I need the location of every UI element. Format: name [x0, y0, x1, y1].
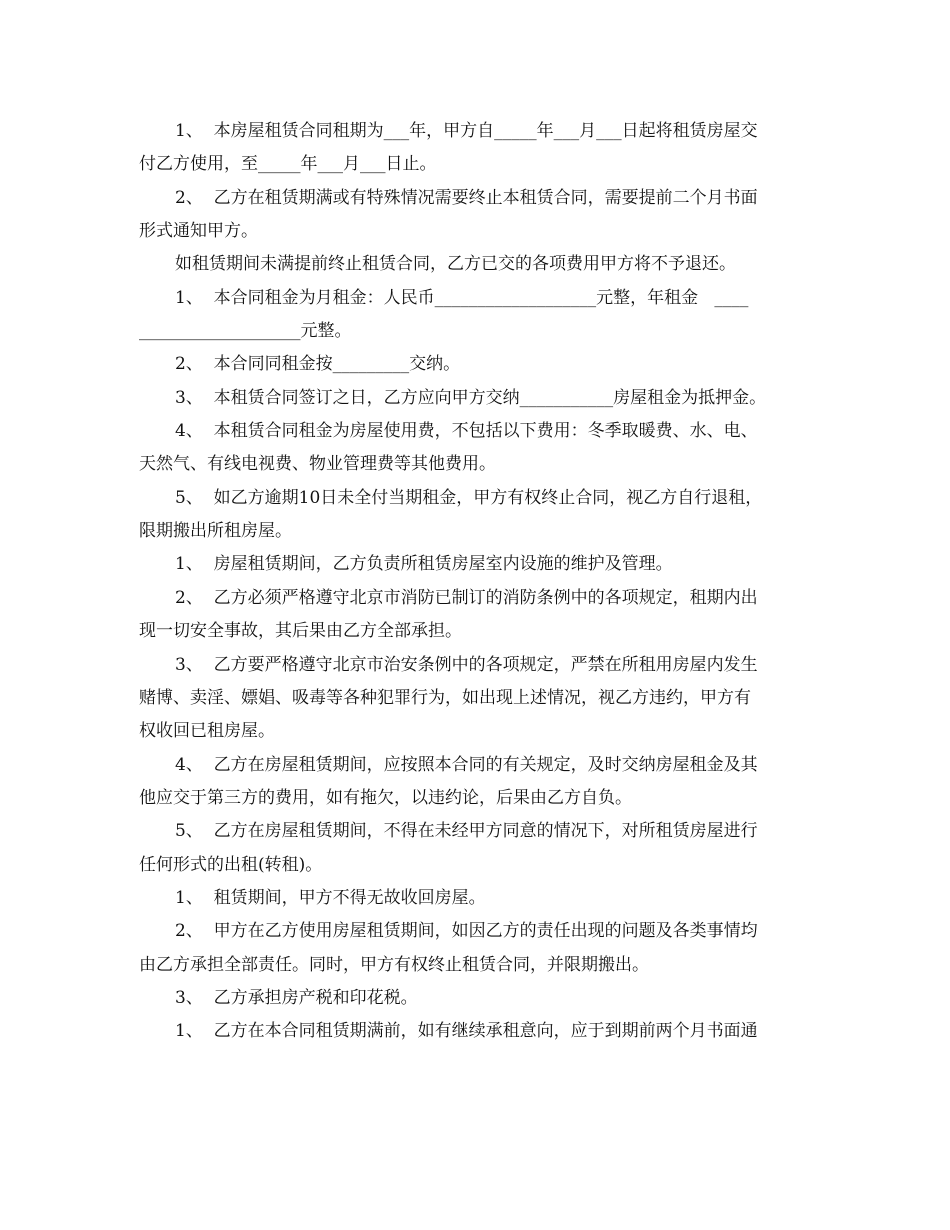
document-line: 现一切安全事故，其后果由乙方全部承担。: [139, 621, 462, 642]
document-line: 4、 本租赁合同租金为房屋使用费，不包括以下费用：冬季取暖费、水、电、: [175, 421, 758, 442]
document-line: 1、 租赁期间，甲方不得无故收回房屋。: [175, 887, 486, 908]
document-line: 3、 乙方要严格遵守北京市治安条例中的各项规定，严禁在所租用房屋内发生: [175, 654, 758, 675]
document-line: 如租赁期间未满提前终止租赁合同，乙方已交的各项费用甲方将不予退还。: [175, 254, 736, 275]
document-line: 1、 乙方在本合同租赁期满前，如有继续承租意向，应于到期前两个月书面通: [175, 1021, 758, 1042]
document-line: 天然气、有线电视费、物业管理费等其他费用。: [139, 454, 496, 475]
document-body: [139, 115, 819, 1049]
document-line: 付乙方使用，至_____年___月___日止。: [139, 154, 437, 175]
document-line: 赌博、卖淫、嫖娼、吸毒等各种犯罪行为，如出现上述情况，视乙方违约，甲方有: [139, 687, 751, 708]
document-line: 1、 本房屋租赁合同租期为___年，甲方自_____年___月___日起将租赁房屋交: [175, 121, 758, 141]
document-line: 权收回已租房屋。: [139, 721, 275, 742]
document-line: 限期搬出所租房屋。: [139, 521, 292, 542]
document-line: 1、 本合同租金为月租金：人民币___________________元整，年租金 ____: [175, 287, 749, 308]
document-line: 2、 乙方在租赁期满或有特殊情况需要终止本租赁合同，需要提前二个月书面: [175, 187, 758, 208]
document-line: 形式通知甲方。: [139, 221, 258, 242]
document-line: 3、 本租赁合同签订之日，乙方应向甲方交纳___________房屋租金为抵押金。: [175, 387, 767, 408]
document-line: 5、 乙方在房屋租赁期间，不得在未经甲方同意的情况下，对所租赁房屋进行: [175, 821, 758, 842]
document-line: 2、 本合同同租金按_________交纳。: [175, 354, 461, 375]
document-line: 2、 甲方在乙方使用房屋租赁期间，如因乙方的责任出现的问题及各类事情均: [175, 921, 758, 942]
document-line: 他应交于第三方的费用，如有拖欠，以违约论，后果由乙方自负。: [139, 787, 632, 808]
document-line: 任何形式的出租(转租)。: [139, 854, 323, 875]
document-line: ___________________元整。: [139, 321, 352, 342]
document-line: 由乙方承担全部责任。同时，甲方有权终止租赁合同，并限期搬出。: [139, 954, 649, 975]
document-line: 5、 如乙方逾期10日未全付当期租金，甲方有权终止合同，视乙方自行退租，: [175, 487, 763, 508]
document-line: 2、 乙方必须严格遵守北京市消防已制订的消防条例中的各项规定，租期内出: [175, 587, 758, 608]
document-line: 1、 房屋租赁期间，乙方负责所租赁房屋室内设施的维护及管理。: [175, 554, 673, 575]
document-line: 3、 乙方承担房产税和印花税。: [175, 987, 418, 1008]
document-line: 4、 乙方在房屋租赁期间，应按照本合同的有关规定，及时交纳房屋租金及其: [175, 754, 758, 775]
